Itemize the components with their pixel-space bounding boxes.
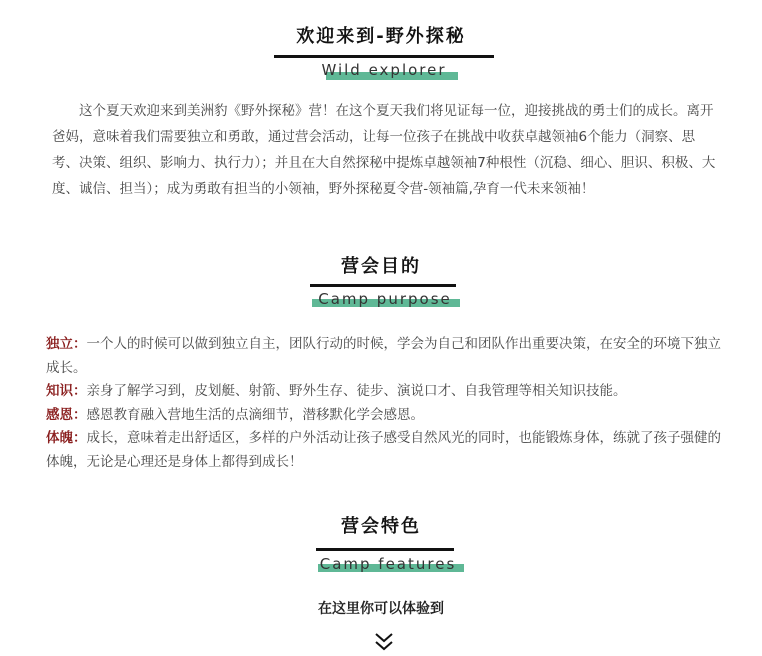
intro-paragraph: 这个夏天欢迎来到美洲豹《野外探秘》营！在这个夏天我们将见证每一位，迎接挑战的勇士们的成长。离开爸妈，意味着我们需要独立和勇敢，通过营会活动，让每一位孩子在挑战中收获卓越领袖6个能力（洞察、思考、决策、组织、影响力、执行力）；并且在大自然探秘中提炼卓越领袖7种根性（沉稳、细心、胆识、积极、大度、诚信、担当）；成为勇敢有担当的小领袖，野外探秘夏令营-领袖篇,孕育一代未来领袖！ — [52, 103, 716, 197]
welcome-subtitle: Wild explorer — [321, 61, 447, 79]
purpose-item-physique — [46, 427, 726, 474]
purpose-item-knowledge — [46, 380, 726, 404]
purpose-title: 营会目的 — [341, 256, 421, 277]
purpose-title-rule — [310, 284, 456, 287]
double-chevron-down-icon — [372, 630, 396, 656]
purpose-item-independence — [46, 333, 726, 380]
purpose-key: 感恩： — [46, 406, 87, 423]
features-subtitle: Camp features — [319, 555, 457, 573]
features-title-rule — [316, 548, 454, 551]
purpose-list — [46, 333, 726, 474]
features-lead: 在这里你可以体验到 — [318, 601, 444, 617]
welcome-title: 欢迎来到-野外探秘 — [296, 26, 466, 47]
purpose-text: 感恩教育融入营地生活的点滴细节，潜移默化学会感恩。 — [86, 406, 424, 423]
purpose-key: 独立： — [46, 336, 87, 352]
purpose-text: 亲身了解学习到，皮划艇、射箭、野外生存、徒步、演说口才、自我管理等相关知识技能。 — [86, 383, 627, 399]
purpose-key: 知识： — [46, 383, 87, 399]
purpose-key: 体魄： — [46, 430, 87, 446]
purpose-subtitle: Camp purpose — [318, 290, 452, 308]
purpose-header — [0, 254, 762, 280]
purpose-text: 一个人的时候可以做到独立自主，团队行动的时候，学会为自己和团队作出重要决策，在安全的环境下独立成长。 — [46, 336, 721, 376]
features-title: 营会特色 — [341, 516, 421, 537]
purpose-item-gratitude — [46, 404, 726, 428]
purpose-text: 成长，意味着走出舒适区，多样的户外活动让孩子感受自然风光的同时，也能锻炼身体，练就了孩子强健的体魄，无论是心理还是身体上都得到成长！ — [46, 430, 721, 470]
features-header — [0, 514, 762, 540]
welcome-header — [0, 24, 762, 50]
welcome-title-rule — [274, 55, 494, 58]
